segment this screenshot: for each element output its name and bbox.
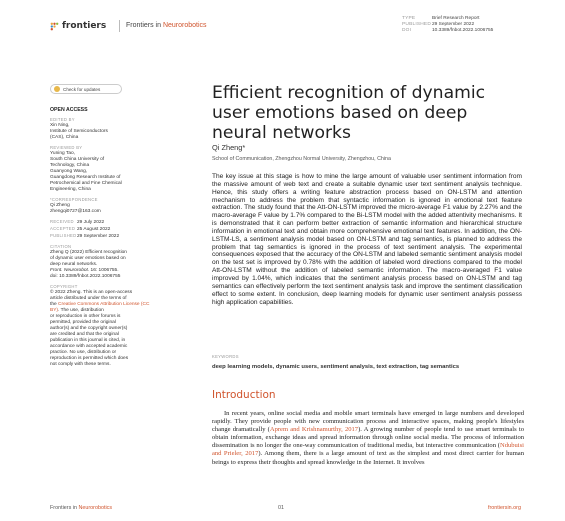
open-access-label: OPEN ACCESS xyxy=(50,107,88,113)
reviewer-name: Guanyong Wang, xyxy=(50,169,88,174)
footer-site-link[interactable]: frontiersin.org xyxy=(488,505,521,511)
header-divider xyxy=(119,20,120,32)
journal-prefix: Frontiers in xyxy=(126,22,163,29)
journal-title: Neurorobotics xyxy=(162,22,207,29)
check-updates-button[interactable] xyxy=(50,84,122,94)
author-name[interactable]: Qi Zheng* xyxy=(212,143,246,152)
meta-type: TYPE Brief Research Report xyxy=(402,16,480,21)
citation-doi[interactable]: doi: 10.3389/fnbot.2022.1006755 xyxy=(50,274,121,279)
correspondence-label: *CORRESPONDENCE xyxy=(50,197,98,202)
editor-name: Xin Ning, xyxy=(50,123,70,128)
citation-label: CITATION xyxy=(50,244,72,249)
copyright-label: COPYRIGHT xyxy=(50,284,78,289)
page-number: 01 xyxy=(278,505,284,511)
logo-text: frontiers xyxy=(62,21,107,31)
article-meta xyxy=(402,16,493,35)
introduction-text: In recent years, online social media and mobile smart terminals have emerged in large numbers and developed rapidly. They provide people with new communication process and interactive spaces, making people's lifestyles change dramatically (Aprem and Krishnamurthy, 2017). A growing number of people tend to use smart terminals to obtain information, exchange ideas and spread information through online social media. The process of information dissemination is no longer the one-way communication of traditional media, but interactive communication (Ndubuisi and Prieler, 2017). Among them, there is a large amount of text as the simplest and most direct carrier for human beings to express their thoughts and spread knowledge in the Internet. It involves xyxy=(212,410,524,466)
check-updates-icon xyxy=(54,86,60,92)
citation-link[interactable]: Aprem and Krishnamurthy, 2017 xyxy=(269,426,359,434)
edited-by-label: EDITED BY xyxy=(50,117,75,122)
meta-doi: DOI 10.3389/fnbot.2022.1006755 xyxy=(402,28,494,34)
article-title: Efficient recognition of dynamic user emotions based on deep neural networks xyxy=(212,83,486,143)
check-updates-label: Check for updates xyxy=(63,86,101,92)
author-affiliation: School of Communication, Zhengzhou Normal University, Zhengzhou, China xyxy=(212,156,391,162)
sidebar-info: OPEN ACCESS EDITED BY Xin Ning, Institute of Semiconductors (CAS), China REVIEWED BY Yuning Tao, South China University of Technology, China Guanyong Wang, Guangdong Research Institute of Petrochemical and Fine Chemical Engineering, China *CORRESPONDENCE Qi Zheng zhengqi0727@163.com RECEIVED 29 July 2022 ACCEPTED 25 August 2022 PUBLISHED29 September 2022 CITATION Zheng Q (2022) Efficient recognition of dynamic user emotions based on deep neural networks. Front. Neurorobot. 16: 1006755. doi: 10.3389/fnbot.2022.1006755 COPYRIGHT © 2022 Zheng. This is an open-access article distributed under the terms of the Creative Commons Attribution License (CC BY). The use, distribution or reproduction in other forums is permitted, provided the original author(s) and the copyright owner(s) are credited and that the original publication in this journal is cited, in accordance with accepted academic practice. No use, distribution or reproduction is permitted which does not comply with these terms. xyxy=(50,107,150,367)
abstract-text: The key issue at this stage is how to mine the large amount of valuable user sentiment information from the massive amount of web text and create a suitable dynamic user text sentiment analysis technique. Hence, this study offers a writing feature abstraction process based on ON-LSTM and attention mechanism to address the problem that syntactic information is ignored in emotional text feature extraction. The study found that the Att-ON-LSTM improved the micro-average F1 value by 2.27% and the macro-average F value by 1.7% compared to the Bi-LSTM model with the added attentivity mechanisms. It is demonstrated that it can perform better extraction of semantic information and hierarchical structure information in emotional text and obtain more comprehensive emotional text features. In addition, the ON-LSTM-LS, a sentiment analysis model based on ON-LSTM and tag semantics, is planned to address the problem that tag semantics is ignored in the process of text sentiment analysis. The experimental consequences exposed that the accuracy of the ON-LSTM and labeled semantic sentiment analysis model on the test set is improved by 0.78% with the addition of labeled word directions compared to the model Att-ON-LSTM without the addition of labeled semantic information. The macro-averaged F1 value improved by 1.04%, which indicates that the sentiment analysis process based on ON-LSTM and tag semantics can effectively perform the text sentiment analysis task and improve the sentiment classification effect to some extent. In conclusion, deep learning models for dynamic user sentiment analysis possess high application capabilities. xyxy=(212,173,522,306)
section-heading-introduction: Introduction xyxy=(212,389,276,401)
correspondence-email[interactable]: zhengqi0727@163.com xyxy=(50,209,101,214)
journal-name[interactable] xyxy=(126,22,207,29)
citation-link[interactable]: Ndubuisi and Prieler, 2017 xyxy=(212,442,524,458)
reviewed-by-label: REVIEWED BY xyxy=(50,145,83,150)
frontiers-logo-icon xyxy=(50,22,59,31)
frontiers-logo[interactable] xyxy=(50,21,106,31)
cc-license-link[interactable]: Creative Commons Attribution License (CC BY) xyxy=(50,302,150,313)
keywords-label: KEYWORDS xyxy=(212,354,239,359)
reviewer-name: Yuning Tao, xyxy=(50,151,75,156)
footer-journal[interactable]: Frontiers in Neurorobotics xyxy=(50,505,113,511)
dates-block: RECEIVED 29 July 2022 ACCEPTED 25 August 2022 PUBLISHED29 September 2022 xyxy=(50,219,120,239)
keywords-list: deep learning models, dynamic users, sentiment analysis, text extraction, tag semantics xyxy=(212,364,460,370)
meta-published: PUBLISHED29 September 2022 xyxy=(402,22,475,28)
